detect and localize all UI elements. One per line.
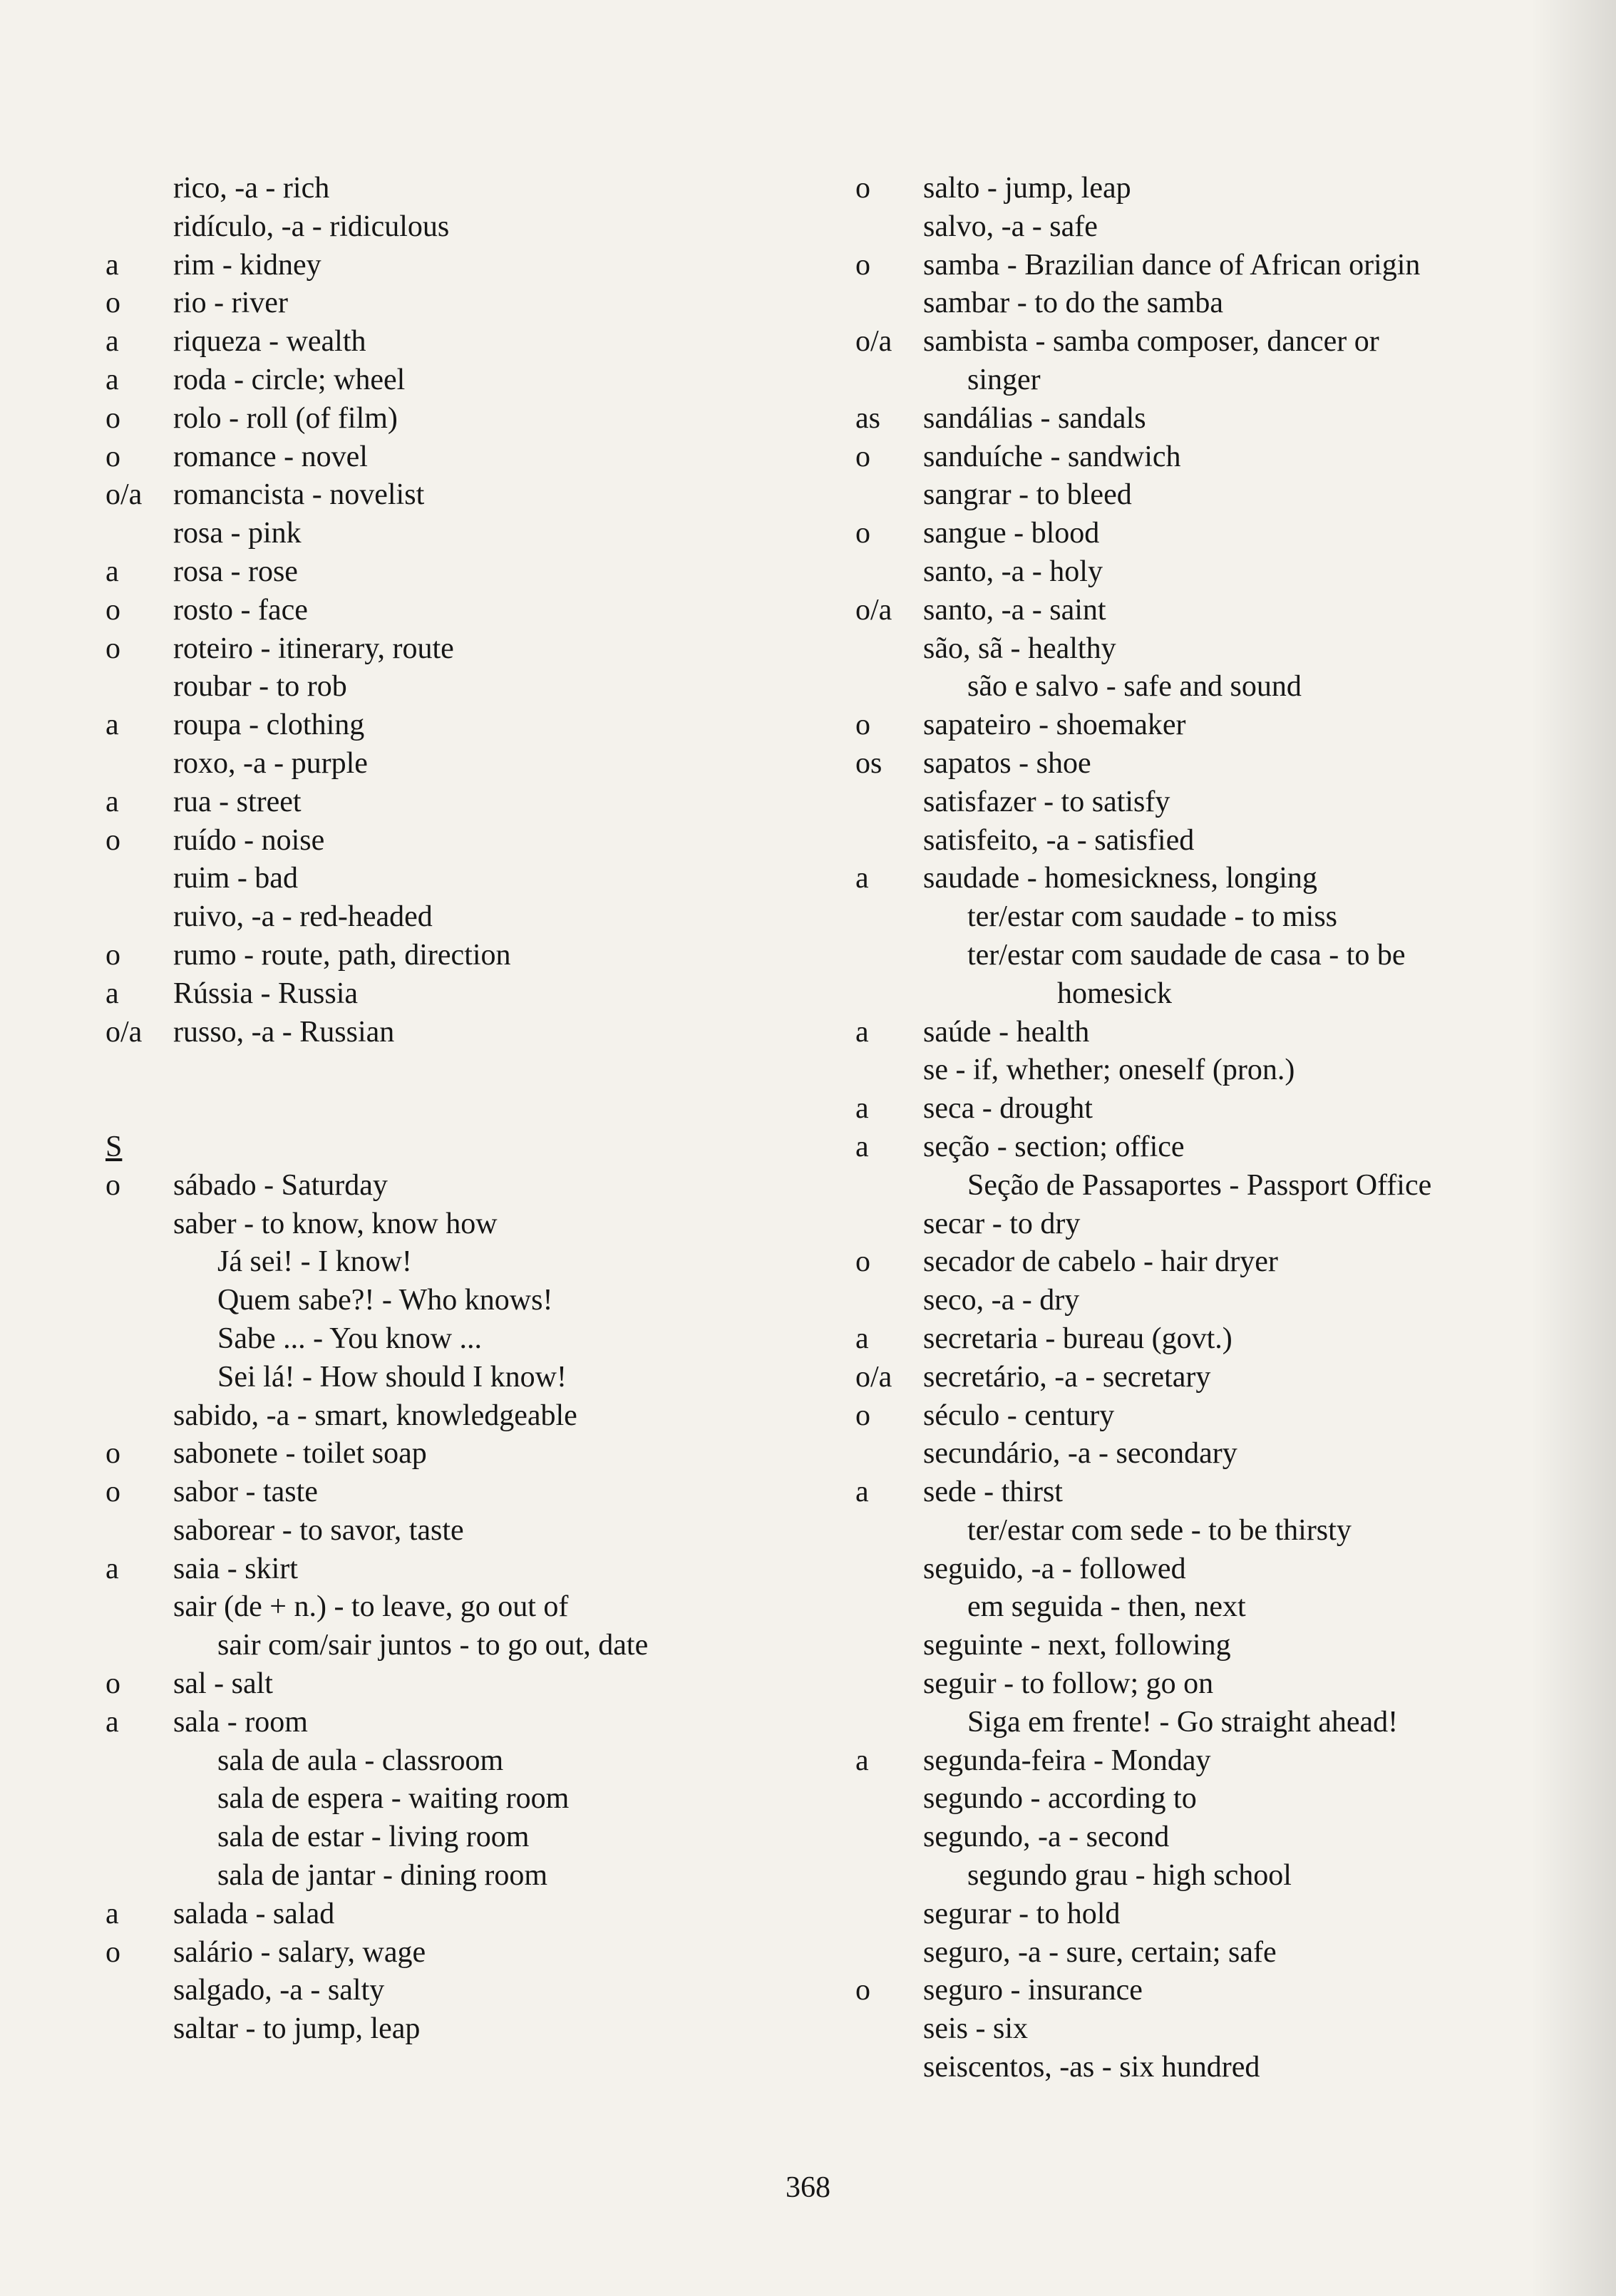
entry-text: sabonete - toilet soap [173, 1437, 427, 1471]
entry-article: o/a [105, 478, 143, 512]
dictionary-entry [855, 860, 1575, 898]
entry-article: a [105, 248, 119, 282]
dictionary-entry [855, 1167, 1575, 1205]
entry-text: seca - drought [923, 1092, 1093, 1126]
dictionary-entry [855, 1090, 1575, 1128]
dictionary-entry [855, 1780, 1575, 1818]
entry-text: ruivo, -a - red-headed [173, 900, 433, 934]
dictionary-entry [105, 1704, 825, 1742]
dictionary-entry [105, 860, 825, 898]
entry-text: secador de cabelo - hair dryer [923, 1245, 1278, 1279]
dictionary-entry [105, 400, 825, 438]
dictionary-entry [105, 323, 825, 361]
entry-text: ter/estar com saudade - to miss [967, 900, 1338, 934]
dictionary-entry [105, 1014, 825, 1052]
entry-article: as [855, 401, 880, 435]
entry-text: segundo - according to [923, 1782, 1197, 1816]
entry-text: saúde - health [923, 1015, 1090, 1049]
entry-article: o [105, 287, 120, 320]
entry-article: a [855, 1015, 869, 1049]
entry-text: sapatos - shoe [923, 746, 1091, 780]
entry-text: sala de estar - living room [217, 1821, 530, 1854]
entry-text: sede - thirst [923, 1476, 1063, 1509]
entry-text: se - if, whether; oneself (pron.) [923, 1054, 1295, 1087]
dictionary-entry [105, 975, 825, 1014]
dictionary-entry [855, 1014, 1575, 1052]
entry-article: os [855, 746, 882, 780]
dictionary-entry [105, 1627, 825, 1665]
entry-text: secar - to dry [923, 1207, 1081, 1240]
entry-article: o [855, 709, 870, 742]
entry-article: a [105, 363, 119, 396]
entry-text: romancista - novelist [173, 478, 425, 512]
entry-article: o [105, 1437, 120, 1471]
entry-article: a [105, 1897, 119, 1930]
entry-article: a [855, 1130, 869, 1163]
entry-text: roupa - clothing [173, 709, 365, 742]
entry-text: santo, -a - holy [923, 555, 1103, 588]
dictionary-entry [105, 284, 825, 323]
dictionary-entry [855, 170, 1575, 208]
entry-article: a [855, 862, 869, 895]
dictionary-entry [855, 361, 1575, 400]
entry-article: o [105, 1476, 120, 1509]
entry-text: seção - section; office [923, 1130, 1185, 1163]
entry-article: a [855, 1092, 869, 1126]
dictionary-entry [855, 1359, 1575, 1397]
entry-article: o [105, 593, 120, 627]
dictionary-entry [105, 1934, 825, 1972]
entry-text: segundo, -a - second [923, 1821, 1170, 1854]
dictionary-entry [105, 706, 825, 745]
entry-text: sair com/sair juntos - to go out, date [217, 1629, 649, 1662]
dictionary-entry [105, 822, 825, 860]
dictionary-entry [105, 476, 825, 515]
dictionary-entry [855, 553, 1575, 592]
dictionary-entry [105, 1588, 825, 1627]
dictionary-entry [105, 783, 825, 822]
entry-text: singer [967, 363, 1041, 396]
dictionary-entry [105, 630, 825, 669]
dictionary-entry [105, 247, 825, 285]
dictionary-entry [105, 898, 825, 937]
entry-article: o [855, 248, 870, 282]
entry-text: seguro - insurance [923, 1974, 1143, 2007]
entry-text: século - century [923, 1399, 1115, 1432]
entry-article: o [105, 938, 120, 972]
entry-text: salário - salary, wage [173, 1935, 426, 1969]
entry-article: o [855, 172, 870, 205]
dictionary-entry [105, 1512, 825, 1550]
entry-article: o/a [855, 593, 892, 627]
entry-text: Quem sabe?! - Who knows! [217, 1284, 553, 1317]
dictionary-entry [855, 400, 1575, 438]
entry-text: Rússia - Russia [173, 977, 359, 1010]
dictionary-entry [105, 1818, 825, 1857]
entry-text: sambar - to do the samba [923, 287, 1224, 320]
entry-text: Já sei! - I know! [217, 1245, 412, 1279]
dictionary-entry [855, 1435, 1575, 1473]
dictionary-entry [855, 476, 1575, 515]
dictionary-entry [855, 438, 1575, 477]
dictionary-entry [855, 1512, 1575, 1550]
entry-text: homesick [1057, 977, 1172, 1010]
entry-article: o [855, 440, 870, 473]
dictionary-entry [855, 783, 1575, 822]
entry-text: secundário, -a - secondary [923, 1437, 1237, 1471]
entry-text: saia - skirt [173, 1552, 298, 1585]
entry-text: roxo, -a - purple [173, 746, 368, 780]
dictionary-entry [105, 1359, 825, 1397]
dictionary-entry [855, 1051, 1575, 1090]
dictionary-entry [855, 284, 1575, 323]
dictionary-entry [855, 1282, 1575, 1320]
dictionary-entry [105, 1780, 825, 1818]
dictionary-entry [855, 745, 1575, 783]
left-column [105, 170, 825, 2049]
entry-text: sanduíche - sandwich [923, 440, 1181, 473]
entry-article: a [855, 1322, 869, 1355]
dictionary-entry [105, 553, 825, 592]
entry-text: seco, -a - dry [923, 1284, 1080, 1317]
dictionary-entry [855, 1397, 1575, 1436]
entry-text: ruído - noise [173, 823, 325, 857]
entry-article: o [855, 1245, 870, 1279]
entry-text: rumo - route, path, direction [173, 938, 511, 972]
entry-text: sapateiro - shoemaker [923, 709, 1186, 742]
entry-text: segurar - to hold [923, 1897, 1121, 1930]
entry-text: rolo - roll (of film) [173, 401, 398, 435]
entry-text: satisfazer - to satisfy [923, 785, 1170, 818]
dictionary-entry [855, 208, 1575, 247]
entry-text: ruim - bad [173, 862, 298, 895]
entry-text: rim - kidney [173, 248, 321, 282]
entry-article: a [105, 977, 119, 1010]
dictionary-entry [105, 170, 825, 208]
entry-text: sandálias - sandals [923, 401, 1146, 435]
entry-article: o [105, 440, 120, 473]
dictionary-entry [105, 2010, 825, 2049]
entry-text: salvo, -a - safe [923, 210, 1098, 243]
dictionary-entry [855, 1320, 1575, 1359]
entry-text: seis - six [923, 2012, 1028, 2046]
dictionary-entry [105, 745, 825, 783]
entry-text: sair (de + n.) - to leave, go out of [173, 1590, 569, 1624]
entry-text: samba - Brazilian dance of African origin [923, 248, 1421, 282]
dictionary-entry [105, 1205, 825, 1244]
dictionary-entry [855, 1972, 1575, 2010]
entry-text: salto - jump, leap [923, 172, 1131, 205]
entry-article: a [855, 1744, 869, 1777]
dictionary-entry [855, 706, 1575, 745]
dictionary-entry [855, 1205, 1575, 1244]
section-heading [105, 1128, 825, 1167]
entry-article: o/a [855, 1360, 892, 1394]
dictionary-entry [105, 668, 825, 706]
dictionary-entry [855, 822, 1575, 860]
dictionary-entry [855, 592, 1575, 630]
dictionary-entry [105, 438, 825, 477]
entry-text: rosa - rose [173, 555, 298, 588]
entry-article: o [105, 1168, 120, 1202]
entry-text: saborear - to savor, taste [173, 1513, 464, 1547]
dictionary-entry [855, 1627, 1575, 1665]
dictionary-entry [105, 1397, 825, 1436]
entry-text: sala de espera - waiting room [217, 1782, 570, 1816]
dictionary-entry [855, 1473, 1575, 1512]
entry-text: riqueza - wealth [173, 325, 366, 359]
entry-article: o/a [855, 325, 892, 359]
entry-text: saber - to know, know how [173, 1207, 498, 1240]
dictionary-entry [855, 898, 1575, 937]
dictionary-entry [105, 208, 825, 247]
entry-text: seguinte - next, following [923, 1629, 1231, 1662]
entry-text: rua - street [173, 785, 302, 818]
entry-article: a [105, 325, 119, 359]
dictionary-entry [105, 1473, 825, 1512]
entry-text: ter/estar com saudade de casa - to be [967, 938, 1406, 972]
dictionary-entry [855, 1742, 1575, 1781]
entry-text: sal - salt [173, 1667, 273, 1701]
entry-article: o/a [105, 1015, 143, 1049]
dictionary-entry [855, 975, 1575, 1014]
dictionary-entry [855, 1704, 1575, 1742]
entry-text: russo, -a - Russian [173, 1015, 395, 1049]
dictionary-entry [105, 515, 825, 553]
dictionary-entry [105, 1320, 825, 1359]
entry-text: rosa - pink [173, 517, 302, 550]
dictionary-entry [855, 247, 1575, 285]
dictionary-entry [855, 323, 1575, 361]
entry-article: o [105, 632, 120, 665]
dictionary-entry [855, 1857, 1575, 1895]
entry-article: o [105, 401, 120, 435]
entry-text: sabor - taste [173, 1476, 318, 1509]
dictionary-entry [105, 937, 825, 975]
dictionary-entry [105, 1895, 825, 1934]
dictionary-entry [855, 630, 1575, 669]
entry-text: secretaria - bureau (govt.) [923, 1322, 1232, 1355]
entry-text: saltar - to jump, leap [173, 2012, 421, 2046]
dictionary-entry [855, 668, 1575, 706]
entry-text: santo, -a - saint [923, 593, 1106, 627]
entry-text: sambista - samba composer, dancer or [923, 325, 1379, 359]
entry-text: seguido, -a - followed [923, 1552, 1186, 1585]
entry-article: a [105, 555, 119, 588]
entry-text: sala - room [173, 1705, 308, 1739]
dictionary-entry [105, 1742, 825, 1781]
dictionary-entry [855, 515, 1575, 553]
entry-text: sábado - Saturday [173, 1168, 388, 1202]
entry-article: o [855, 517, 870, 550]
entry-text: Sabe ... - You know ... [217, 1322, 483, 1355]
entry-article: a [105, 709, 119, 742]
entry-text: saudade - homesickness, longing [923, 862, 1317, 895]
entry-article: a [105, 1705, 119, 1739]
dictionary-entry [105, 1282, 825, 1320]
dictionary-entry [105, 1972, 825, 2010]
entry-article: a [105, 1552, 119, 1585]
page-number: 368 [786, 2171, 830, 2204]
entry-text: ter/estar com sede - to be thirsty [967, 1513, 1352, 1547]
entry-text: salada - salad [173, 1897, 335, 1930]
dictionary-entry [105, 361, 825, 400]
entry-text: romance - novel [173, 440, 368, 473]
dictionary-entry [105, 1665, 825, 1704]
dictionary-entry [855, 2010, 1575, 2049]
dictionary-entry [855, 937, 1575, 975]
entry-text: salgado, -a - salty [173, 1974, 385, 2007]
dictionary-entry [855, 1128, 1575, 1167]
entry-text: roda - circle; wheel [173, 363, 406, 396]
entry-text: Siga em frente! - Go straight ahead! [967, 1705, 1399, 1739]
entry-text: sangrar - to bleed [923, 478, 1132, 512]
dictionary-entry [105, 1167, 825, 1205]
entry-article: a [105, 785, 119, 818]
dictionary-entry [105, 1857, 825, 1895]
dictionary-entry [855, 1665, 1575, 1704]
dictionary-entry [105, 1090, 825, 1128]
dictionary-entry [855, 1934, 1575, 1972]
entry-text: roubar - to rob [173, 670, 347, 704]
entry-text: seguro, -a - sure, certain; safe [923, 1935, 1277, 1969]
entry-text: são, sã - healthy [923, 632, 1116, 665]
entry-text: seguir - to follow; go on [923, 1667, 1214, 1701]
entry-text: sala de aula - classroom [217, 1744, 504, 1777]
dictionary-entry [855, 1818, 1575, 1857]
entry-text: são e salvo - safe and sound [967, 670, 1302, 704]
right-column [855, 170, 1575, 2087]
dictionary-entry [855, 1550, 1575, 1589]
entry-text: roteiro - itinerary, route [173, 632, 454, 665]
entry-article: o [105, 823, 120, 857]
entry-text: sangue - blood [923, 517, 1100, 550]
dictionary-entry [105, 1051, 825, 1090]
entry-text: satisfeito, -a - satisfied [923, 823, 1195, 857]
dictionary-entry [105, 1435, 825, 1473]
entry-text: sabido, -a - smart, knowledgeable [173, 1399, 577, 1432]
entry-text: segundo grau - high school [967, 1859, 1292, 1893]
entry-text: rio - river [173, 287, 288, 320]
entry-text: em seguida - then, next [967, 1590, 1246, 1624]
entry-article: o [855, 1399, 870, 1432]
entry-text: rosto - face [173, 593, 308, 627]
entry-article: a [855, 1476, 869, 1509]
dictionary-entry [105, 1243, 825, 1282]
dictionary-entry [855, 2049, 1575, 2087]
entry-text: rico, -a - rich [173, 172, 330, 205]
dictionary-entry [855, 1588, 1575, 1627]
dictionary-entry [855, 1243, 1575, 1282]
entry-text: segunda-feira - Monday [923, 1744, 1211, 1777]
entry-text: ridículo, -a - ridiculous [173, 210, 450, 243]
entry-text: sala de jantar - dining room [217, 1859, 548, 1893]
dictionary-entry [105, 1550, 825, 1589]
entry-article: o [105, 1667, 120, 1701]
entry-text: secretário, -a - secretary [923, 1360, 1211, 1394]
section-letter: S [105, 1130, 123, 1163]
entry-text: seiscentos, -as - six hundred [923, 2051, 1260, 2084]
entry-article: o [855, 1974, 870, 2007]
entry-text: Sei lá! - How should I know! [217, 1360, 567, 1394]
entry-article: o [105, 1935, 120, 1969]
dictionary-entry [855, 1895, 1575, 1934]
dictionary-entry [105, 592, 825, 630]
entry-text: Seção de Passaportes - Passport Office [967, 1168, 1432, 1202]
